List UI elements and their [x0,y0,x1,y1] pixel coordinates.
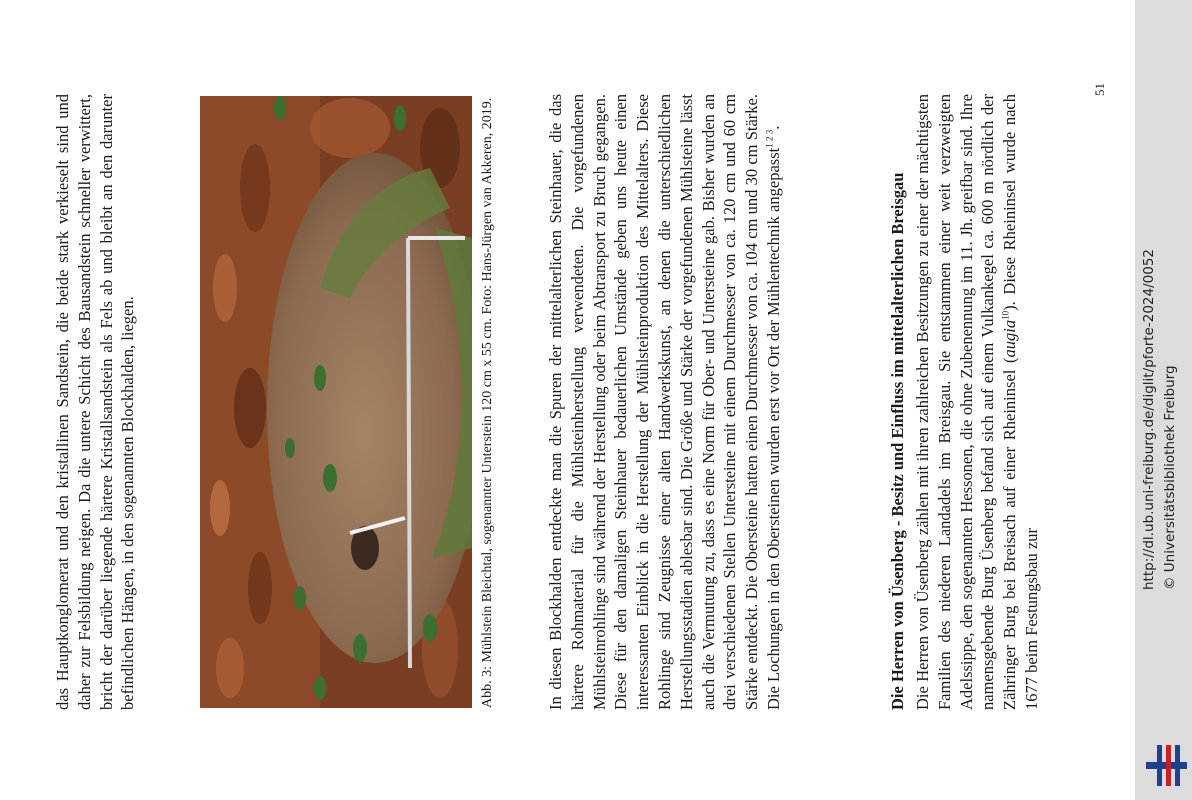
paragraph-2-end: . [763,125,783,130]
millstone-photo [200,96,472,708]
paragraph-2-text: In diesen Blockhalden entdeckte man die Spuren der mittelalterlichen Steinhauer, die das härtere Rohmaterial für die Mühlsteinherstellung verwendeten. Die vorgefundenen Mühlsteinrohlinge sind während der Herstellung oder beim Abtransport zu Bruch gegangen. Diese für den damaligen Steinhauer bedauerlichen Umstände geben uns heute einen interessanten Einblick in die Herstellung der Mühlsteinproduktion des Mittelalters. Diese Rohlinge sind Zeugnisse einer alten Handwerkskunst, an denen die unterschiedlichen Herstellungsstadien ablesbar sind. Die Größe und Stärke der vorgefundenen Mühlsteine lässt auch die Vermutung zu, dass es eine Norm für Ober- und Untersteine gab. Bisher wurden an drei verschiedenen Stellen Untersteine mit einem Durchmesser von ca. 120 cm und 60 cm Stärke entdeckt. Die Obersteine hatten einen Durchmesser von ca. 104 cm und 30 cm Stärke. Die Lochungen in den Obersteinen wurden erst vor Ort der Mühlentechnik angepasst [546,94,783,710]
millstone-photo-image [200,96,472,708]
paragraph-3-text: Die Herren von Üsenberg zählen mit ihren zahlreichen Besitzungen zu einer der mächtigsten Familien des niederen Landadels im Breisgau. Sie entstammen einer weit verzweigten Adelssippe, den sogenannten Hessonen, die ohne Zubenennung im 11. Jh. greifbar sind. Ihre namensgebende Burg Üsenberg befand sich auf einem Vulkankegel ca. 600 m nördlich der Zähringer Burg bei Breisach auf einer Rheininsel ( [913,94,1020,710]
paragraph-3 [912,94,1043,710]
figure-caption: Abb. 3: Mühlstein Bleichtal, sogenannter Unterstein 120 cm x 55 cm. Foto: Hans-Jürgen van Akkeren, 2019. [480,97,495,708]
section-heading: Die Herren von Üsenberg - Besitz und Einfluss im mittelalterlichen Breisgau [888,172,907,710]
footnote-refs-1-2-3: 1 2 3 [764,129,775,148]
paragraph-1: das Hauptkonglomerat und den kristallinen Sandstein, die beide stark verkieselt sind und daher zur Felsbildung neigen. Da die untere Schicht des Bausandstein schneller verwittert, bricht der darüber liegende härtere Kristallsandstein als Fels ab und bleibt an den darunter befindlichen Hängen, in den sogenannten Blockhalden, liegen. [53,94,138,710]
paragraph-3-end: ). Diese Rheininsel wurde nach 1677 beim Festungsbau zur [1000,94,1041,710]
paragraph-2 [545,94,785,710]
page-number: 51 [1092,83,1107,96]
paragraph-3-italic-term: augia [1000,319,1020,358]
footnote-ref-10: 10 [1000,310,1011,320]
document-url-link[interactable]: http://dl.ub.uni-freiburg.de/diglit/pforte-2024/0052 [1141,248,1157,590]
ub-freiburg-logo-icon [1144,743,1189,788]
copyright-notice: © Universitätsbibliothek Freiburg [1162,365,1178,590]
